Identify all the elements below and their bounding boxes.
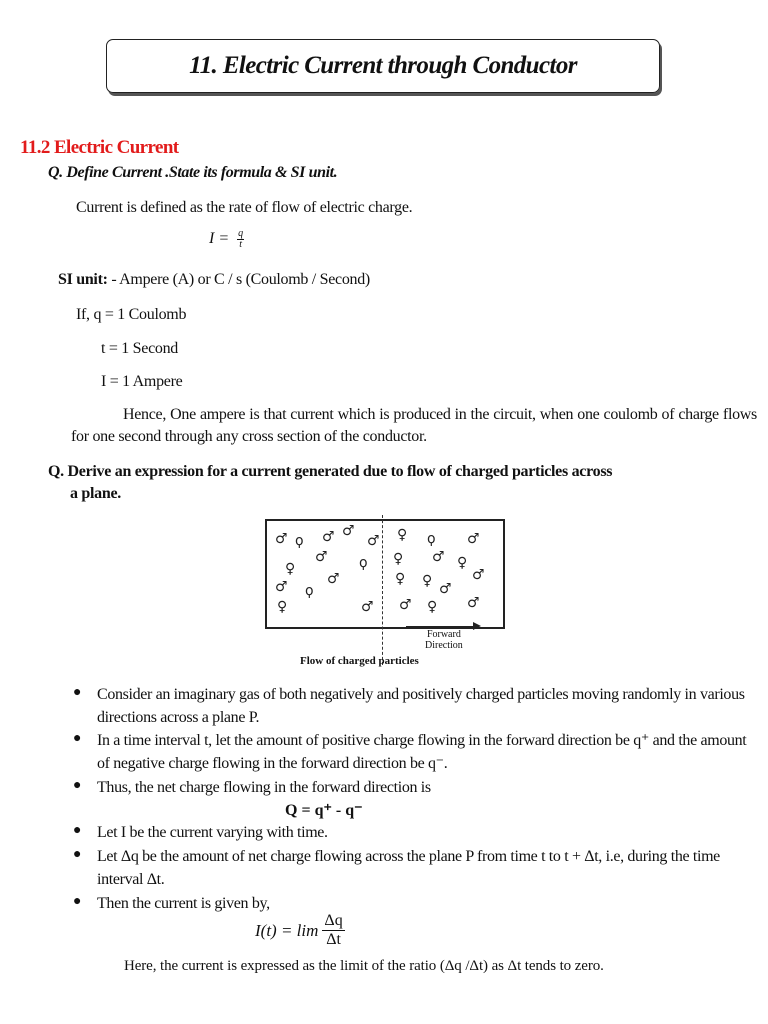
particle-icon: ♂ — [467, 531, 480, 547]
if-q-line: If, q = 1 Coulomb — [76, 306, 187, 323]
particle-icon: ♀ — [457, 555, 468, 571]
current-limit-formula — [255, 912, 345, 949]
t-value-line: t = 1 Second — [101, 340, 178, 357]
particle-icon: ♂ — [467, 595, 480, 611]
bullet-icon: ● — [73, 685, 82, 700]
charged-particles-figure — [265, 519, 505, 629]
limit-lhs: I(t) = lim — [255, 920, 319, 940]
current-definition: Current is defined as the rate of flow of electric charge. — [76, 199, 413, 216]
particle-icon: ♂ — [315, 549, 328, 565]
particle-icon: ♂ — [342, 523, 355, 539]
particle-icon: ♀ — [395, 571, 406, 587]
formula-numerator: q — [238, 228, 244, 239]
forward-arrow-head-icon — [473, 622, 481, 630]
chapter-title: 11. Electric Current through Conductor — [106, 39, 660, 93]
formula-lhs: I = — [209, 230, 230, 248]
particle-icon: ♀ — [422, 573, 433, 589]
bullet-icon: ● — [73, 847, 82, 862]
question-2-line-1: Q. Derive an expression for a current generated due to flow of charged particles across — [48, 463, 613, 480]
bullet-4: Let I be the current varying with time. — [97, 824, 328, 841]
particle-icon: ♂ — [367, 533, 380, 549]
limit-numerator: Δq — [324, 912, 343, 929]
i-value-line: I = 1 Ampere — [101, 373, 183, 390]
limit-conclusion: Here, the current is expressed as the limit of the ratio (Δq /Δt) as Δt tends to zero. — [124, 958, 604, 974]
particle-icon: ♂ — [439, 581, 452, 597]
particle-icon: ϙ — [305, 583, 314, 599]
arrow-label-forward: Forward — [426, 629, 461, 640]
si-unit-label: SI unit: — [58, 271, 108, 288]
particle-icon: ♂ — [322, 529, 335, 545]
particle-icon: ϙ — [427, 531, 436, 547]
arrow-label-direction: Direction — [425, 640, 463, 651]
question-2 — [48, 461, 760, 505]
si-unit-line — [58, 269, 370, 291]
formula-denominator: t — [239, 239, 243, 250]
bullet-2: In a time interval t, let the amount of positive charge flowing in the forward direction be q⁺ and the amount of negative charge flowing in the forward direction be q⁻. — [97, 732, 747, 772]
particle-icon: ♂ — [432, 549, 445, 565]
plane-p-line — [382, 515, 383, 665]
particle-icon: ♂ — [399, 597, 412, 613]
net-charge-formula: Q = q⁺ - q⁻ — [285, 802, 363, 819]
particle-icon: ♀ — [427, 599, 438, 615]
current-formula — [209, 229, 244, 250]
particle-icon: ♀ — [393, 551, 404, 567]
bullet-5: Let Δq be the amount of net charge flowing across the plane P from time t to t + Δt, i.e, during the time interval Δt. — [97, 848, 720, 888]
figure-caption: Flow of charged particles — [300, 655, 419, 667]
particle-icon: ♀ — [397, 527, 408, 543]
bullet-1: Consider an imaginary gas of both negatively and positively charged particles moving randomly in various directions across a plane P. — [97, 686, 745, 726]
particle-icon: ♂ — [275, 531, 288, 547]
bullet-icon: ● — [73, 894, 82, 909]
particle-icon: ♀ — [285, 561, 296, 577]
section-heading: 11.2 Electric Current — [20, 137, 179, 158]
bullet-3: Thus, the net charge flowing in the forward direction is — [97, 779, 431, 796]
particle-icon: ϙ — [359, 555, 368, 571]
one-ampere-statement: Hence, One ampere is that current which is produced in the circuit, when one coulomb of charge flows for one second through any cross section of the conductor. — [71, 406, 757, 445]
particle-icon: ♀ — [277, 599, 288, 615]
particle-icon: ♂ — [472, 567, 485, 583]
limit-denominator: Δt — [326, 931, 341, 948]
forward-arrow-shaft — [406, 626, 476, 628]
question-2-line-2: a plane. — [70, 485, 121, 502]
bullet-icon: ● — [73, 778, 82, 793]
question-1: Q. Define Current .State its formula & SI unit. — [48, 164, 338, 181]
forward-direction-label — [425, 629, 463, 651]
formula-fraction — [237, 229, 244, 250]
bullet-icon: ● — [73, 823, 82, 838]
bullet-icon: ● — [73, 731, 82, 746]
limit-fraction — [322, 912, 344, 949]
bullet-6: Then the current is given by, — [97, 895, 270, 912]
particle-icon: ♂ — [361, 599, 374, 615]
particle-icon: ♂ — [275, 579, 288, 595]
particle-icon: ϙ — [295, 533, 304, 549]
si-unit-value: - Ampere (A) or C / s (Coulomb / Second) — [111, 271, 370, 288]
particle-icon: ♂ — [327, 571, 340, 587]
